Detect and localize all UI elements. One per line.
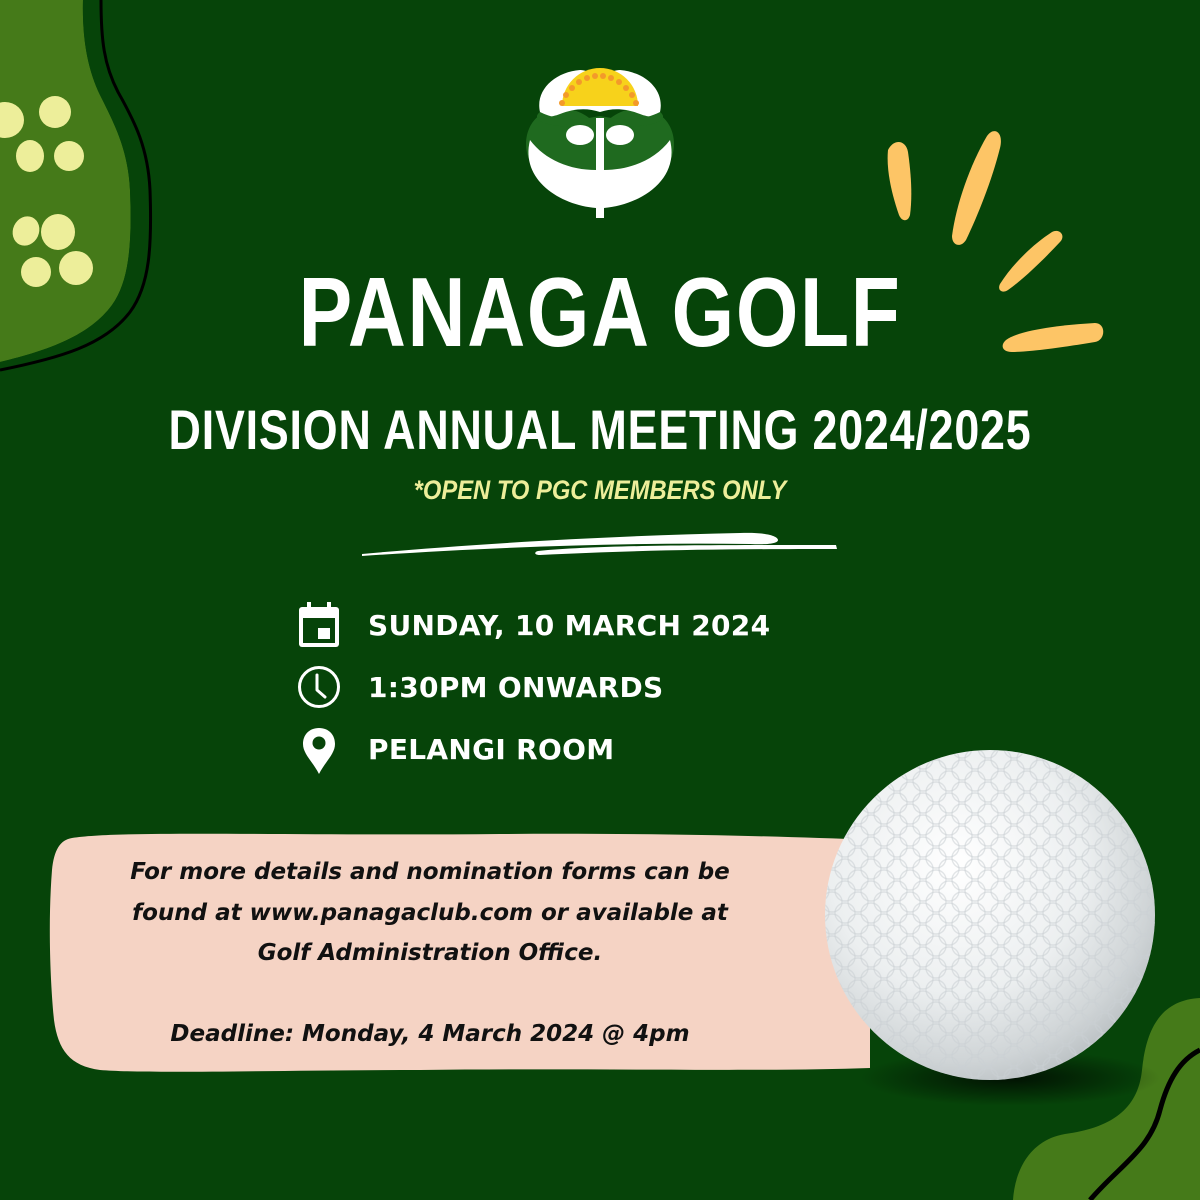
details-line-1: For more details and nomination forms can be bbox=[130, 859, 730, 885]
underline-swoosh bbox=[362, 533, 837, 556]
event-location: PELANGI ROOM bbox=[368, 732, 615, 766]
event-time: 1:30PM ONWARDS bbox=[368, 670, 664, 704]
panaga-club-logo bbox=[526, 68, 674, 218]
deadline-text: Deadline: Monday, 4 March 2024 @ 4pm bbox=[170, 1020, 690, 1047]
calendar-icon bbox=[296, 600, 342, 650]
location-pin-icon bbox=[296, 724, 342, 774]
event-title: PANAGA GOLF bbox=[298, 257, 902, 367]
details-line-2: found at www.panagaclub.com or available at bbox=[132, 899, 728, 926]
details-line-3: Golf Administration Office. bbox=[257, 940, 603, 966]
golf-ball-image bbox=[820, 745, 1160, 1106]
event-date: SUNDAY, 10 MARCH 2024 bbox=[368, 608, 771, 642]
event-time-row bbox=[296, 662, 663, 712]
details-text bbox=[60, 852, 800, 1054]
event-location-row bbox=[296, 724, 614, 774]
event-subtitle: DIVISION ANNUAL MEETING 2024/2025 bbox=[168, 398, 1032, 461]
clock-icon bbox=[296, 662, 342, 712]
event-date-row bbox=[296, 600, 770, 650]
spacer bbox=[60, 974, 800, 1014]
eligibility-note: *OPEN TO PGC MEMBERS ONLY bbox=[413, 475, 787, 505]
